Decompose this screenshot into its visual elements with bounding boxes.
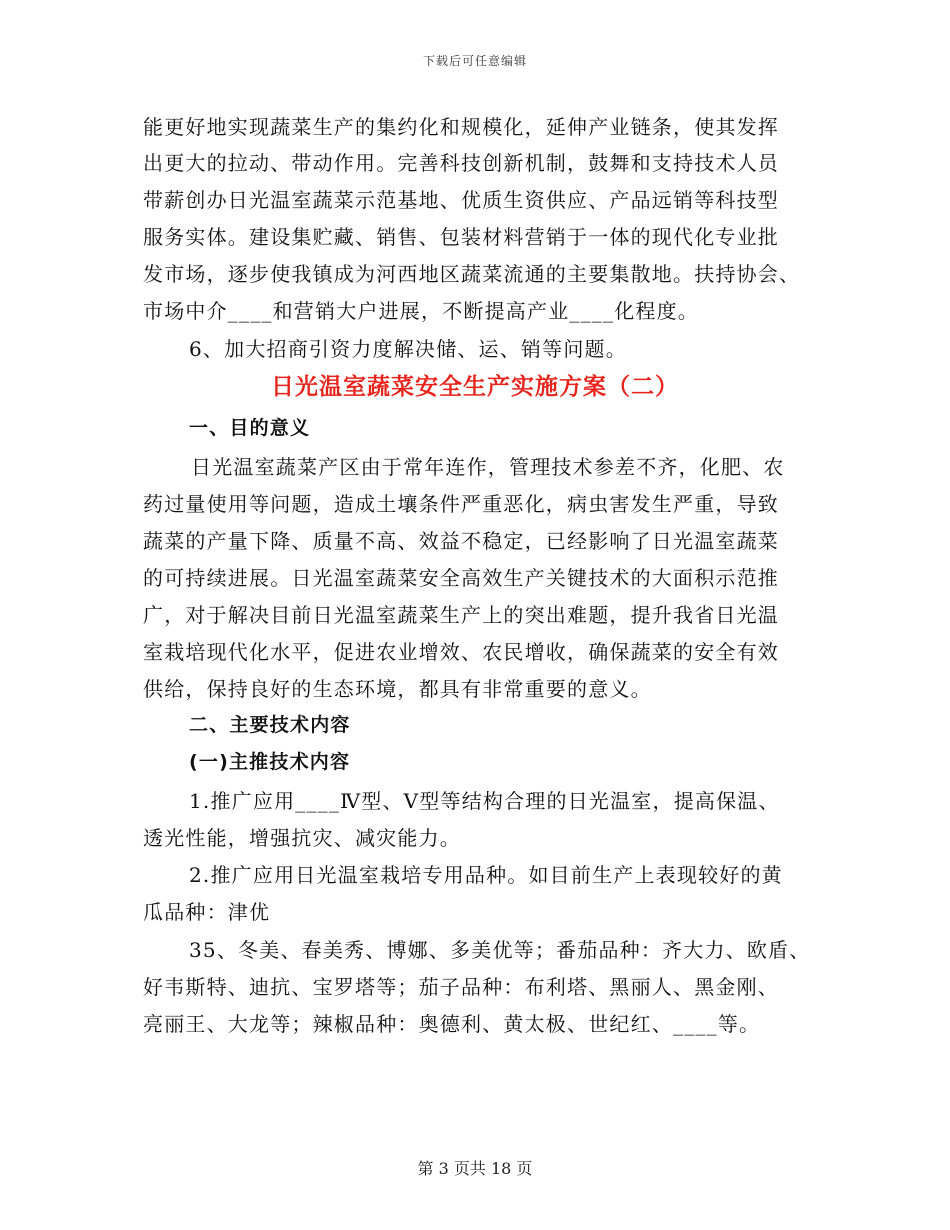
text-line: 发市场，逐步使我镇成为河西地区蔬菜流通的主要集散地。扶持协会、 (143, 262, 801, 286)
text-line: 日光温室蔬菜产区由于常年连作，管理技术参差不齐，化肥、农 (191, 455, 785, 479)
section-heading: 二、主要技术内容 (189, 714, 351, 736)
text-line: 出更大的拉动、带动作用。完善科技创新机制，鼓舞和支持技术人员 (143, 151, 779, 175)
section-heading: 一、目的意义 (189, 417, 311, 439)
text-line: 35、冬美、春美秀、博娜、多美优等；番茄品种：齐大力、欧盾、 (189, 938, 811, 962)
text-line: 好韦斯特、迪抗、宝罗塔等；茄子品种：布利塔、黑丽人、黑金刚、 (143, 975, 779, 999)
text-line: 蔬菜的产量下降、质量不高、效益不稳定，已经影响了日光温室蔬菜 (143, 529, 779, 553)
text-line: 瓜品种：津优 (143, 900, 271, 924)
text-line: 2.推广应用日光温室栽培专用品种。如目前生产上表现较好的黄 (189, 863, 783, 887)
text-line: 亮丽王、大龙等；辣椒品种：奥德利、黄太极、世纪红、____等。 (143, 1012, 761, 1036)
page-header: 下载后可任意编辑 (422, 54, 527, 68)
text-line: 6、加大招商引资力度解决储、运、销等问题。 (189, 337, 627, 361)
text-line: 药过量使用等问题，造成土壤条件严重恶化，病虫害发生严重，导致 (143, 492, 779, 516)
text-line: 的可持续进展。日光温室蔬菜安全高效生产关键技术的大面积示范推 (143, 566, 779, 590)
text-line: 透光性能，增强抗灾、减灾能力。 (143, 826, 461, 850)
text-line: 带薪创办日光温室蔬菜示范基地、优质生资供应、产品远销等科技型 (143, 188, 779, 212)
section-title: 日光温室蔬菜安全生产实施方案（二） (271, 374, 679, 400)
text-line: 供给，保持良好的生态环境，都具有非常重要的意义。 (143, 677, 652, 701)
text-line: 室栽培现代化水平，促进农业增效、农民增收，确保蔬菜的安全有效 (143, 640, 779, 664)
text-line: 服务实体。建设集贮藏、销售、包装材料营销于一体的现代化专业批 (143, 225, 779, 249)
text-line: 市场中介____和营销大户进展，不断提高产业____化程度。 (143, 299, 699, 323)
page-footer: 第 3 页共 18 页 (417, 1159, 533, 1178)
text-line: 能更好地实现蔬菜生产的集约化和规模化，延伸产业链条，使其发挥 (143, 115, 779, 139)
text-line: 1.推广应用____Ⅳ型、Ⅴ型等结构合理的日光温室，提高保温、 (189, 789, 780, 813)
text-line: 广，对于解决目前日光温室蔬菜生产上的突出难题，提升我省日光温 (143, 603, 779, 627)
subsection-heading: (一)主推技术内容 (189, 751, 351, 773)
